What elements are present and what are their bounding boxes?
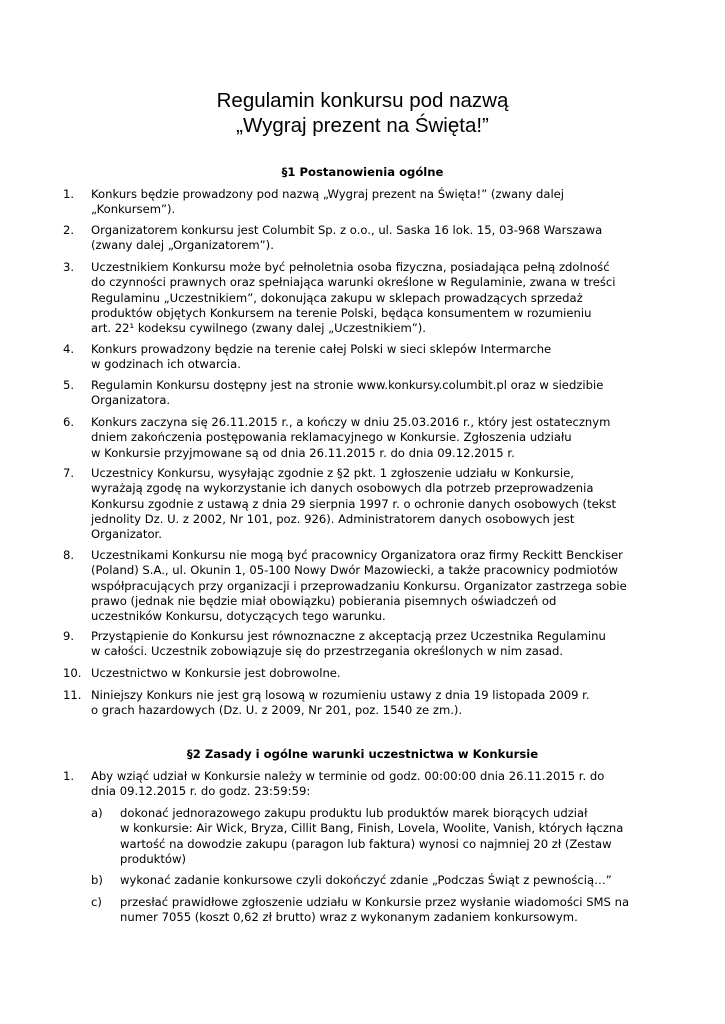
item-line: współpracujących przy organizacji i przeprowadzaniu Konkursu. Organizator zastrzega sobie (91, 578, 627, 593)
title-line-2: „Wygraj prezent na Święta!” (236, 114, 489, 137)
item-number: 8. (63, 548, 75, 562)
item-line: jednolity Dz. U. z 2002, Nr 101, poz. 926). Administratorem danych osobowych jest (91, 511, 575, 526)
item-line: (Poland) S.A., ul. Okunin 1, 05-100 Nowy Dwór Mazowiecki, a także pracownicy podmiotów (91, 563, 618, 578)
item-line: dniem zakończenia postępowania reklamacyjnego w Konkursie. Zgłoszenia udziału (91, 430, 572, 445)
item-line: „Konkursem”). (91, 202, 176, 217)
item-line: Niniejszy Konkurs nie jest grą losową w rozumieniu ustawy z dnia 19 listopada 2009 r. (91, 688, 590, 702)
subitem-letter: c) (91, 895, 102, 909)
title-line-1: Regulamin konkursu pod nazwą (216, 89, 509, 112)
item-line: w całości. Uczestnik zobowiązuje się do przestrzegania określonych w nim zasad. (91, 644, 564, 659)
item-line: Uczestnikiem Konkursu może być pełnoletnia osoba fizyczna, posiadająca pełną zdolność (91, 260, 610, 274)
item-number: 6. (63, 415, 75, 429)
item-line: Przystąpienie do Konkursu jest równoznaczne z akceptacją przez Uczestnika Regulaminu (91, 629, 606, 643)
item-line: Aby wziąć udział w Konkursie należy w terminie od godz. 00:00:00 dnia 26.11.2015 r. do (91, 769, 605, 783)
item-line: Konkurs zaczyna się 26.11.2015 r., a kończy w dniu 25.03.2016 r., który jest ostatecznym (91, 415, 611, 429)
subitem-line: wartość na dowodzie zakupu (paragon lub faktura) wynosi co najmniej 20 zł (Zestaw (120, 836, 612, 851)
item-line: Organizatora. (91, 393, 171, 408)
item-line: w Konkursie przyjmowane są od dnia 26.11.2015 r. do dnia 09.12.2015 r. (91, 445, 515, 460)
document-title (0, 88, 725, 138)
item-line: (zwany dalej „Organizatorem”). (91, 238, 274, 253)
section-1-heading: §1 Postanowienia ogólne (281, 165, 444, 179)
item-number: 9. (63, 629, 75, 643)
subitem-line: numer 7055 (koszt 0,62 zł brutto) wraz z wykonanym zadaniem konkursowym. (120, 910, 578, 925)
item-number: 1. (63, 187, 75, 201)
item-line: Regulamin Konkursu dostępny jest na stronie www.konkursy.columbit.pl oraz w siedzibie (91, 378, 604, 392)
subitem-line: dokonać jednorazowego zakupu produktu lub produktów marek biorących udział (120, 806, 588, 820)
item-line: dnia 09.12.2015 r. do godz. 23:59:59: (91, 784, 311, 799)
section-2-heading: §2 Zasady i ogólne warunki uczestnictwa w Konkursie (186, 747, 539, 761)
subitem-letter: b) (91, 873, 103, 887)
item-number: 7. (63, 466, 75, 480)
item-line: produktów objętych Konkursem na terenie Polski, będąca konsumentem w rozumieniu (91, 305, 592, 320)
item-line: Uczestnikami Konkursu nie mogą być pracownicy Organizatora oraz firmy Reckitt Benckiser (91, 548, 623, 562)
item-line: do czynności prawnych oraz spełniająca warunki określone w Regulaminie, zwana w treści (91, 275, 616, 290)
item-line: Konkurs będzie prowadzony pod nazwą „Wygraj prezent na Święta!” (zwany dalej (91, 187, 565, 201)
item-line: Konkurs prowadzony będzie na terenie całej Polski w sieci sklepów Intermarche (91, 342, 552, 356)
item-line: o grach hazardowych (Dz. U. z 2009, Nr 201, poz. 1540 ze zm.). (91, 703, 463, 718)
subitem-letter: a) (91, 806, 103, 820)
subitem-line: produktów) (120, 851, 187, 866)
item-number: 10. (63, 666, 82, 680)
item-line: Organizator. (91, 527, 162, 542)
item-number: 2. (63, 223, 75, 237)
item-number: 1. (63, 769, 75, 783)
item-line: Uczestnicy Konkursu, wysyłając zgodnie z §2 pkt. 1 zgłoszenie udziału w Konkursie, (91, 466, 574, 480)
subitem-line: w konkursie: Air Wick, Bryza, Cillit Bang, Finish, Lovela, Woolite, Vanish, których łączna (120, 821, 624, 836)
item-line: Organizatorem konkursu jest Columbit Sp. z o.o., ul. Saska 16 lok. 15, 03-968 Warszawa (91, 223, 603, 237)
item-line: Konkursu zgodnie z ustawą z dnia 29 sierpnia 1997 r. o ochronie danych osobowych (tekst (91, 496, 617, 511)
item-line: prawo (jednak nie będzie miał obowiązku) pobierania pisemnych oświadczeń od (91, 593, 557, 608)
item-line: w godzinach ich otwarcia. (91, 357, 241, 372)
subitem-line: przesłać prawidłowe zgłoszenie udziału w Konkursie przez wysłanie wiadomości SMS na (120, 895, 630, 909)
item-line: art. 22¹ kodeksu cywilnego (zwany dalej „Uczestnikiem”). (91, 321, 426, 336)
item-line: Uczestnictwo w Konkursie jest dobrowolne. (91, 666, 341, 680)
item-number: 3. (63, 260, 75, 274)
item-line: wyrażają zgodę na wykorzystanie ich danych osobowych dla potrzeb przeprowadzenia (91, 481, 594, 496)
item-number: 5. (63, 378, 75, 392)
item-number: 11. (63, 688, 82, 702)
subitem-line: wykonać zadanie konkursowe czyli dokończyć zdanie „Podczas Świąt z pewnością…” (120, 873, 612, 887)
item-number: 4. (63, 342, 75, 356)
item-line: Regulaminu „Uczestnikiem”, dokonująca zakupu w sklepach prowadzących sprzedaż (91, 290, 583, 305)
item-line: uczestników Konkursu, dotyczących tego warunku. (91, 609, 386, 624)
